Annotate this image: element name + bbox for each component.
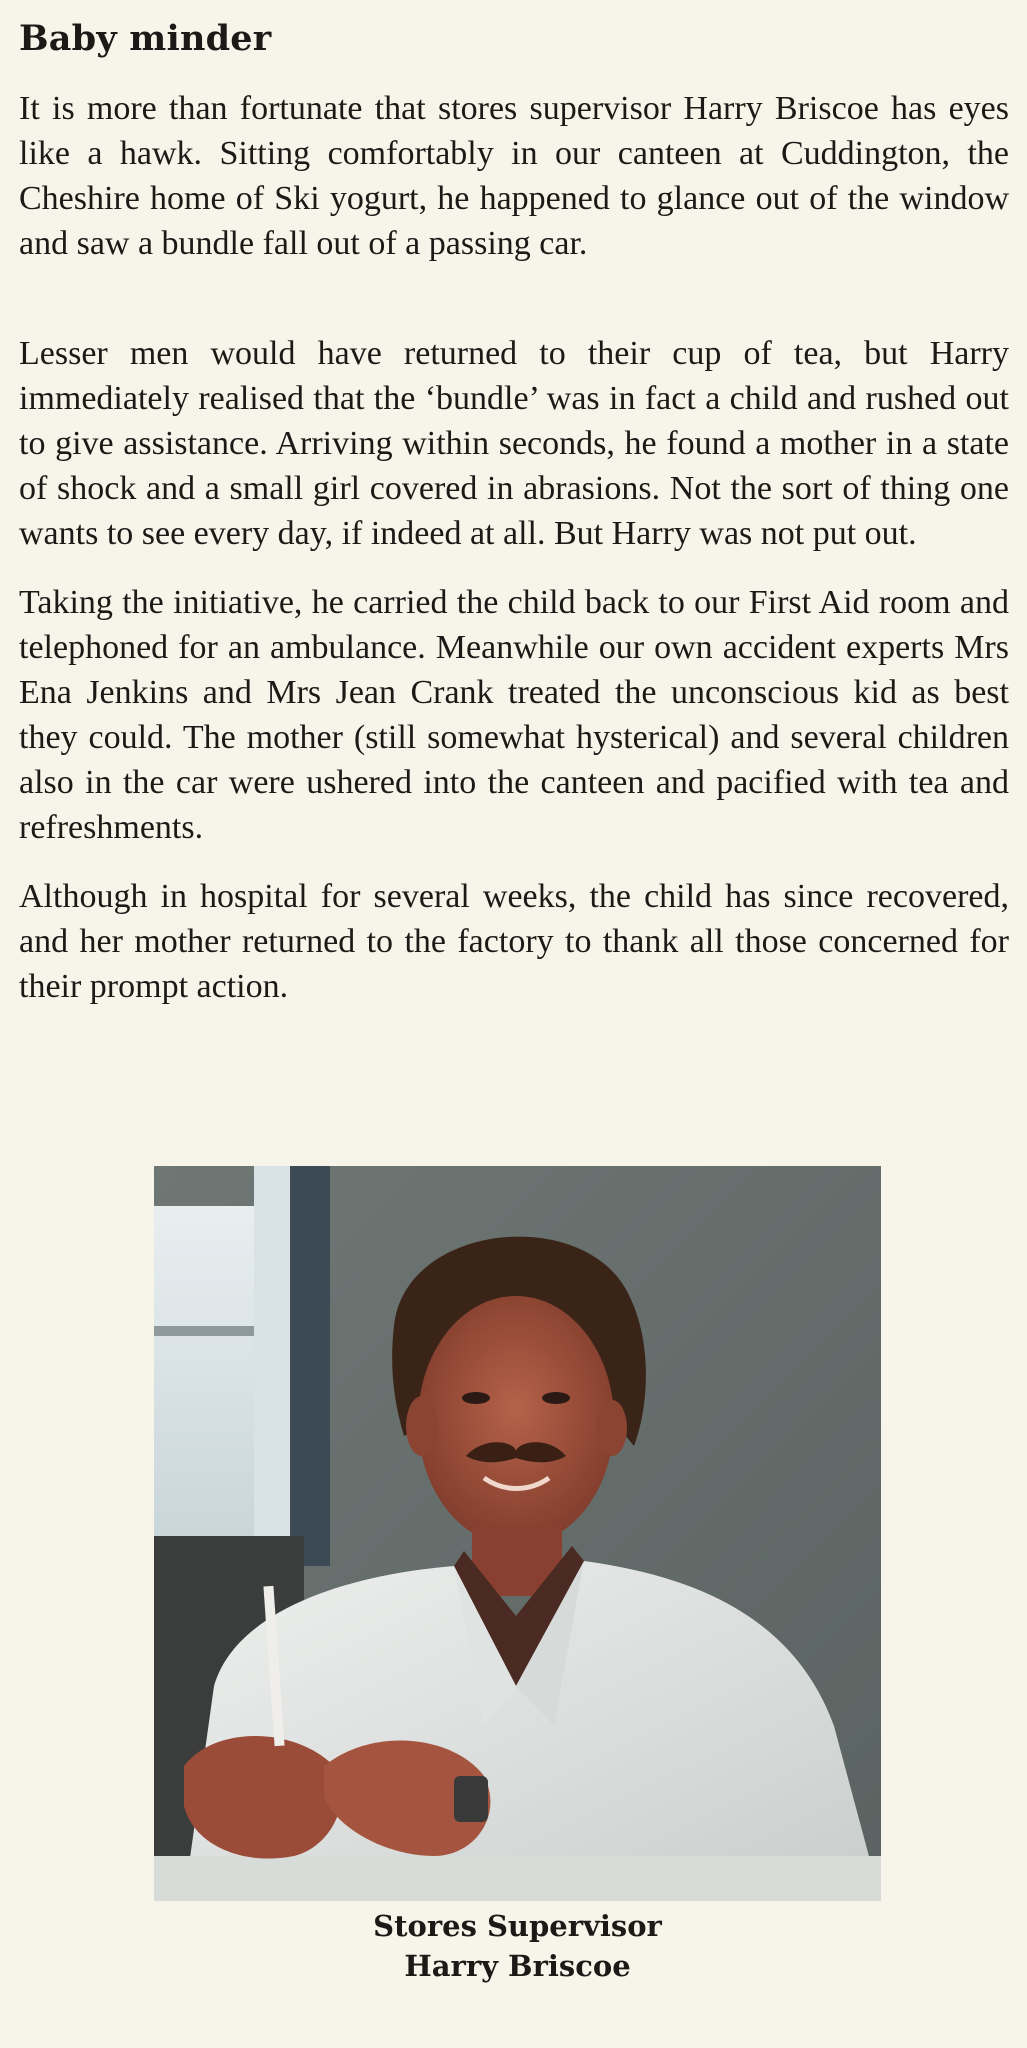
article-paragraph-1: It is more than fortunate that stores supervisor Harry Briscoe has eyes like a hawk. Sitting comfortably in our canteen at Cuddington, the Cheshire home of Ski yogurt, he happened to glance out of the window and saw a bundle fall out of a passing car. <box>19 90 1009 262</box>
portrait-photo <box>154 1166 881 1901</box>
article-headline: Baby minder <box>19 18 272 59</box>
article-paragraph-3: Taking the initiative, he carried the child back to our First Aid room and telephoned for an ambulance. Meanwhile our own accident experts Mrs Ena Jenkins and Mrs Jean Crank treated the unconscious kid as best they could. The mother (still somewhat hysterical) and several children also in the car were ushered into the canteen and pacified with tea and refreshments. <box>19 584 1009 846</box>
caption-title: Stores Supervisor <box>373 1909 662 1943</box>
portrait-illustration <box>154 1166 881 1901</box>
article <box>19 14 1009 1009</box>
article-paragraph-2: Lesser men would have returned to their cup of tea, but Harry immediately realised that the ‘bundle’ was in fact a child and rushed out to give assistance. Arriving within seconds, he found a mother in a state of shock and a small girl covered in abrasions. Not the sort of thing one wants to see every day, if indeed at all. But Harry was not put out. <box>19 335 1009 552</box>
photo-caption <box>154 1906 881 1986</box>
caption-name: Harry Briscoe <box>404 1949 631 1983</box>
article-paragraph-4: Although in hospital for several weeks, the child has since recovered, and her mother returned to the factory to thank all those concerned for their prompt action. <box>19 878 1009 1005</box>
